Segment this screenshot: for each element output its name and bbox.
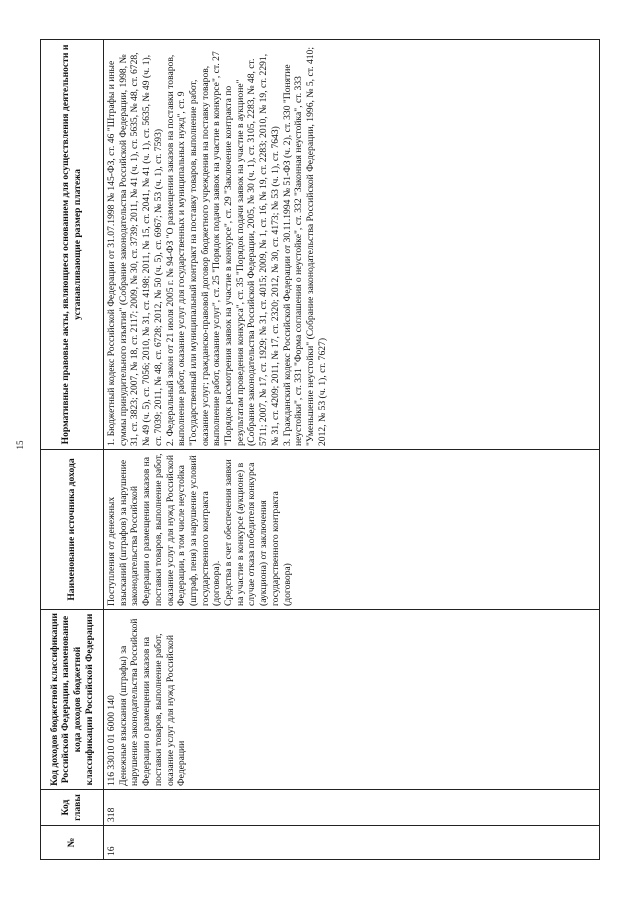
income-source-paragraph: Поступления от денежных взысканий (штрафов) за нарушение законодательства Российской Федерации о размещении заказов на поставки товаров, выполнение работ, оказание услуг для нужд Российской Федерации, в том числе неустойка (штраф, пеня) за нарушение условий государственного контракта (договора). (106, 453, 223, 606)
row-income-source-cell (104, 450, 600, 610)
table-header-row (41, 40, 104, 860)
header-num: № (41, 826, 104, 860)
budget-code-value: 116 33010 01 6000 140 (106, 695, 117, 786)
legal-act-budget-code: 1. Бюджетный кодекс Российской Федерации от 31.07.1998 № 145-ФЗ, ст. 46 "Штрафы и иные суммы принудительного изъятия" (Собрание законодательства Российской Федерации, 1998, № 31, ст. 3823; 2007, № 18, ст. 2117; 2009, № 30, ст. 3739; 2011, № 41 (ч. 1), ст. 5635, № 48, ст. 6728, № 49 (ч. 5), ст. 7056; 2010, № 31, ст. 4198; 2011, № 15, ст. 2041, № 41 (ч. 1), ст. 5635, № 49 (ч. 1), ст. 7039; 2011, № 48, ст. 6728; 2012, № 50 (ч. 5), ст. 6967; № 53 (ч. 1), ст. 7593) (106, 52, 164, 446)
page-number: 15 (15, 440, 25, 450)
header-budget-code: Код доходов бюджетной классификации Российской Федерации, наименование кода доходов бюджетной классификации Российской Федерации (41, 610, 104, 790)
legal-act-civil-code: 3. Гражданский кодекс Российской Федерации от 30.11.1994 № 51-ФЗ (ч. 2), ст. 330 "Понятие неустойки", ст. 331 "Форма соглашения о неустойке", ст. 332 "Законная неустойка", ст. 333 "Уменьшение неустойки" (Собрание законодательства Российской Федерации, 1996, № 5, ст. 410; 2012, № 53 (ч. 1), ст. 7627) (281, 46, 328, 446)
table-row (104, 40, 600, 860)
header-income-source: Наименование источника дохода (41, 450, 104, 610)
budget-code-description: Денежные взыскания (штрафы) за нарушение законодательства Российской Федерации о размещении заказов на поставки товаров, выполнение работ, оказание услуг для нужд Российской Федерации (117, 618, 188, 786)
header-legal-acts: Нормативные правовые акты, являющиеся основанием для осуществления деятельности и устанавливающие размер платежа (41, 40, 104, 450)
row-num: 16 (104, 826, 600, 860)
budget-revenue-table (40, 39, 600, 860)
row-legal-acts-cell (104, 40, 600, 450)
row-budget-code-cell (104, 610, 600, 790)
legal-act-federal-law-94: 2. Федеральный закон от 21 июля 2005 г. № 94-ФЗ "О размещении заказов на поставки товаров, выполнение работ, оказание услуг для государственных и муниципальных нужд", ст. 9 "Государственный или муниципальный контракт на поставку товаров, выполнение работ, оказание услуг; гражданско-правовой договор бюджетного учреждения на поставку товаров, выполнение работ, оказание услуг", ст. 25 "Порядок подачи заявок на участие в конкурсе", ст. 27 "Порядок рассмотрения заявок на участие в конкурсе", ст. 29 "Заключение контракта по результатам проведения конкурса", ст. 35 "Порядок подачи заявок на участие в аукционе" (Собрание законодательства Российской Федерации, 2005, № 30 (ч. 1), ст. 3105, 2283, № 48, ст. 5711; 2007, № 17, ст. 1929; № 31, ст. 4015; 2009, № 1, ст. 16, № 19, ст. 2283; 2010, № 19, ст. 2291, № 31, ст. 4209; 2011, № 17, ст. 2320; 2012, № 30, ст. 4173; № 53 (ч. 1), ст. 7643) (164, 51, 281, 446)
row-chapter-code: 318 (104, 790, 600, 826)
rotated-table-sheet (40, 40, 600, 860)
header-chapter-code: Код главы (41, 790, 104, 826)
income-source-paragraph: Средства в счет обеспечения заявки на участие в конкурсе (аукционе) в случае отказа победителя конкурса (аукциона) от заключения государственного контракта (договора) (223, 459, 293, 606)
